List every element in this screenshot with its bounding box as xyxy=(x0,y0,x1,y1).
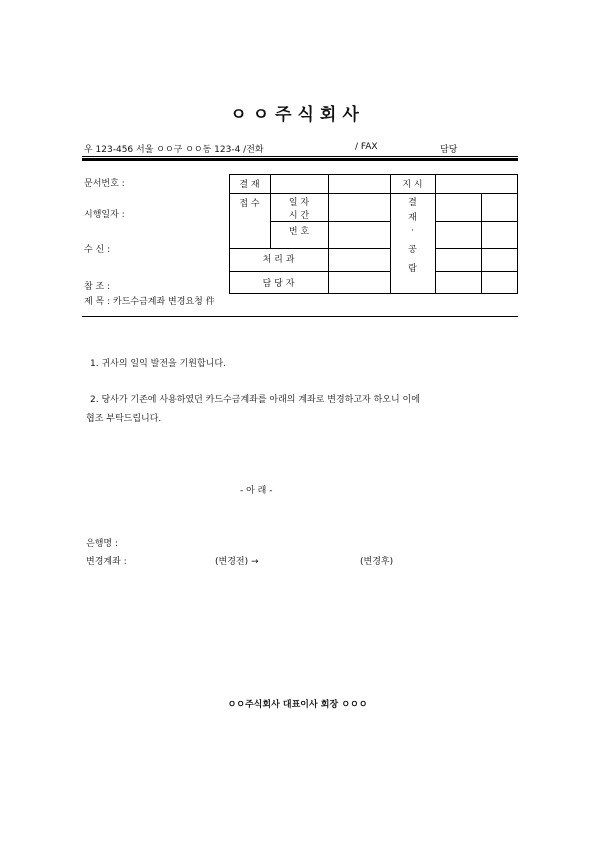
doc-number-label: 문서번호 : xyxy=(84,179,125,189)
account-label: 변경계좌 : xyxy=(86,557,127,567)
paragraph-2-line-2: 협조 부탁드립니다. xyxy=(86,414,162,424)
review-char-1: 결 xyxy=(408,198,417,208)
time-label: 시 간 xyxy=(288,211,310,221)
review-char-3: · xyxy=(411,226,414,236)
person-in-charge-label: 담 당 자 xyxy=(262,279,295,289)
address-line: 우 123-456 서울 ㅇㅇ구 ㅇㅇ동 123-4 /전화 xyxy=(84,145,264,155)
subject-line: 제 목 : 카드수금계좌 변경요청 件 xyxy=(84,297,215,307)
subject-rule xyxy=(82,316,518,317)
paragraph-1: 1. 귀사의 일익 발전을 기원합니다. xyxy=(90,359,226,369)
contact-label: 담당 xyxy=(440,145,458,155)
number-label: 번 호 xyxy=(288,227,310,237)
fax-label: / FAX xyxy=(355,142,378,152)
company-title: ㅇㅇ주식회사 xyxy=(230,105,365,125)
bank-label: 은행명 : xyxy=(86,539,118,549)
signature-line: ㅇㅇ주식회사 대표이사 회장 ㅇㅇㅇ xyxy=(227,700,368,710)
header-rule-thin xyxy=(82,156,518,157)
review-char-5: 람 xyxy=(408,264,417,274)
recipient-label: 수 신 : xyxy=(84,245,111,255)
enforce-date-label: 시행일자 : xyxy=(84,210,125,220)
review-char-4: 공 xyxy=(408,245,417,255)
receipt-label: 접 수 xyxy=(239,199,260,209)
below-heading: - 아 래 - xyxy=(240,486,273,496)
processing-dept-label: 처 리 과 xyxy=(262,255,295,265)
instruction-label: 지 시 xyxy=(402,180,423,190)
date-label: 일 자 xyxy=(288,198,310,208)
review-char-2: 재 xyxy=(408,213,417,223)
approval-label: 결 재 xyxy=(239,180,260,190)
before-label: (변경전) → xyxy=(215,557,259,567)
header-rule-thick xyxy=(82,158,518,161)
paragraph-2-line-1: 2. 당사가 기존에 사용하였던 카드수금계좌를 아래의 계좌로 변경하고자 하오니 이에 xyxy=(90,395,420,405)
reference-label: 참 조 : xyxy=(84,282,111,292)
after-label: (변경후) xyxy=(360,557,394,567)
